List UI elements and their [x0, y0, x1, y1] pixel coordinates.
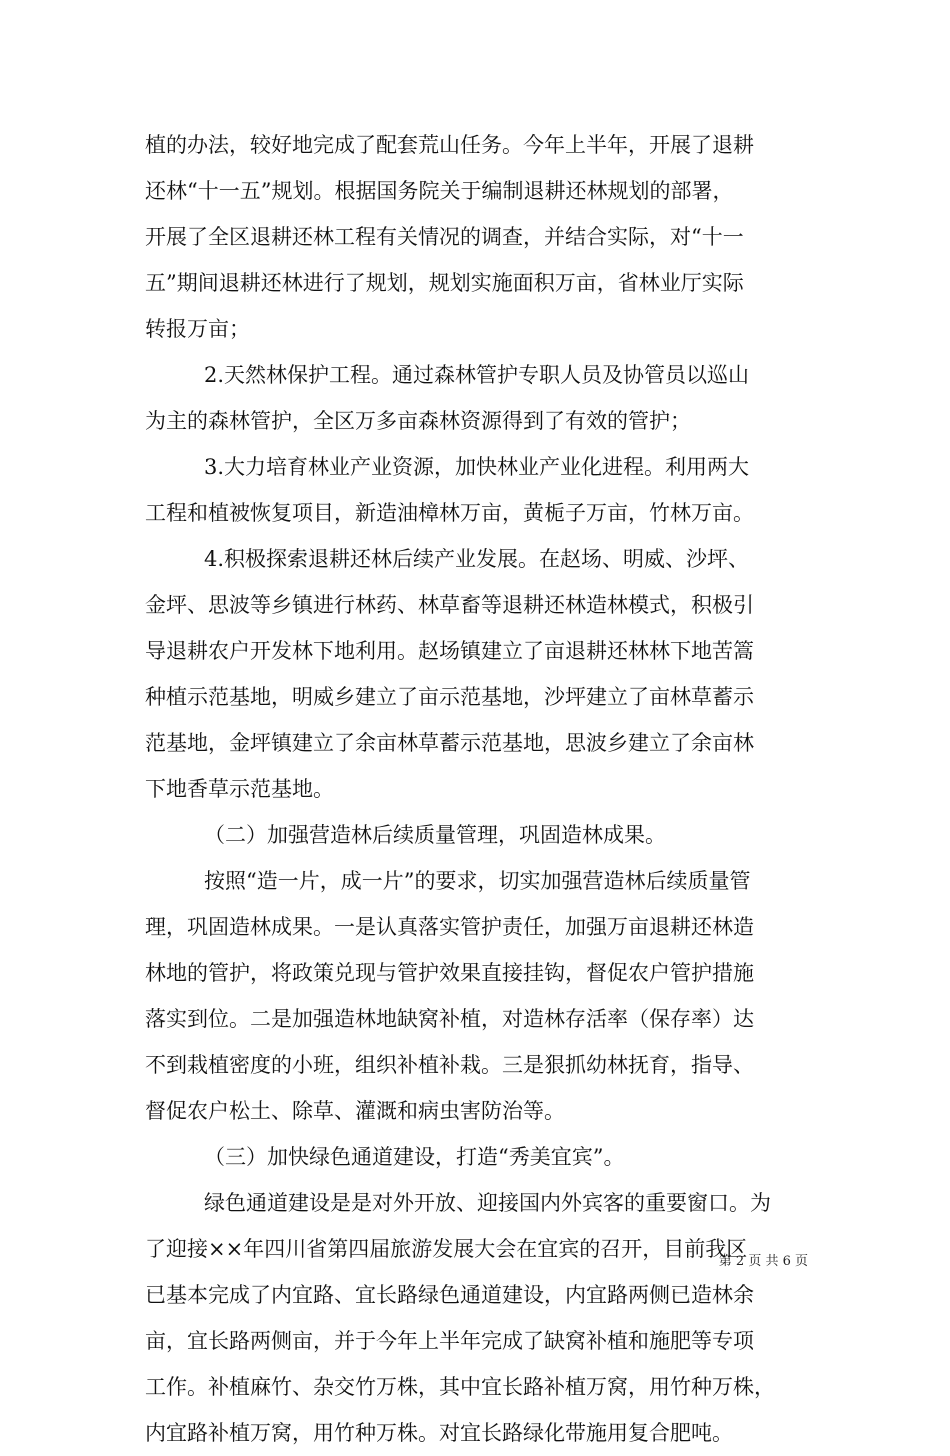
text-line: 按照“造一片，成一片”的要求，切实加强营造林后续质量管 [204, 869, 751, 893]
text-line: 不到栽植密度的小班，组织补植补栽。三是狠抓幼林抚育，指导、 [145, 1053, 754, 1077]
text-line: 理，巩固造林成果。一是认真落实管护责任，加强万亩退耕还林造 [145, 915, 754, 939]
section-heading: （三）加快绿色通道建设，打造“秀美宜宾”。 [204, 1145, 625, 1169]
page-number: 第 2 页 共 6 页 [718, 1254, 808, 1269]
text-line: 督促农户松土、除草、灌溉和病虫害防治等。 [145, 1099, 565, 1123]
text-line: 林地的管护，将政策兑现与管护效果直接挂钩，督促农户管护措施 [145, 961, 754, 985]
text-line: 范基地，金坪镇建立了余亩林草蓄示范基地，思波乡建立了余亩林 [145, 731, 754, 755]
text-line: 绿色通道建设是是对外开放、迎接国内外宾客的重要窗口。为 [204, 1191, 771, 1215]
paragraph-heading-2: 2.天然林保护工程。通过森林管护专职人员及协管员以巡山 [204, 363, 750, 387]
text-line: 落实到位。二是加强造林地缺窝补植，对造林存活率（保存率）达 [145, 1007, 754, 1031]
text-line: 导退耕农户开发林下地利用。赵场镇建立了亩退耕还林林下地苦篙 [145, 639, 754, 663]
text-line: 还林“十一五”规划。根据国务院关于编制退耕还林规划的部署， [145, 179, 734, 203]
text-line: 了迎接××年四川省第四届旅游发展大会在宜宾的召开，目前我区 [145, 1237, 748, 1261]
text-line: 转报万亩； [145, 317, 250, 341]
text-line: 内宜路补植万窝，用竹种万株。对宜长路绿化带施用复合肥吨。 [145, 1421, 733, 1445]
text-line: 亩，宜长路两侧亩，并于今年上半年完成了缺窝补植和施肥等专项 [145, 1329, 754, 1353]
text-line: 种植示范基地，明威乡建立了亩示范基地，沙坪建立了亩林草蓄示 [145, 685, 754, 709]
text-line: 工程和植被恢复项目，新造油樟林万亩，黄栀子万亩，竹林万亩。 [145, 501, 754, 525]
text-line: 下地香草示范基地。 [145, 777, 334, 801]
text-line: 为主的森林管护，全区万多亩森林资源得到了有效的管护； [145, 409, 691, 433]
section-heading: （二）加强营造林后续质量管理，巩固造林成果。 [204, 823, 666, 847]
text-line: 金坪、思波等乡镇进行林药、林草畜等退耕还林造林模式，积极引 [145, 593, 754, 617]
text-line: 已基本完成了内宜路、宜长路绿色通道建设，内宜路两侧已造林余 [145, 1283, 754, 1307]
paragraph-heading-4: 4.积极探索退耕还林后续产业发展。在赵场、明威、沙坪、 [204, 547, 750, 571]
text-line: 工作。补植麻竹、杂交竹万株，其中宜长路补植万窝，用竹种万株， [145, 1375, 775, 1399]
text-line: 五”期间退耕还林进行了规划，规划实施面积万亩，省林业厅实际 [145, 271, 744, 295]
paragraph-heading-3: 3.大力培育林业产业资源，加快林业产业化进程。利用两大 [204, 455, 750, 479]
text-line: 开展了全区退耕还林工程有关情况的调查，并结合实际，对“十一 [145, 225, 744, 249]
text-line: 植的办法，较好地完成了配套荒山任务。今年上半年，开展了退耕 [145, 133, 754, 157]
